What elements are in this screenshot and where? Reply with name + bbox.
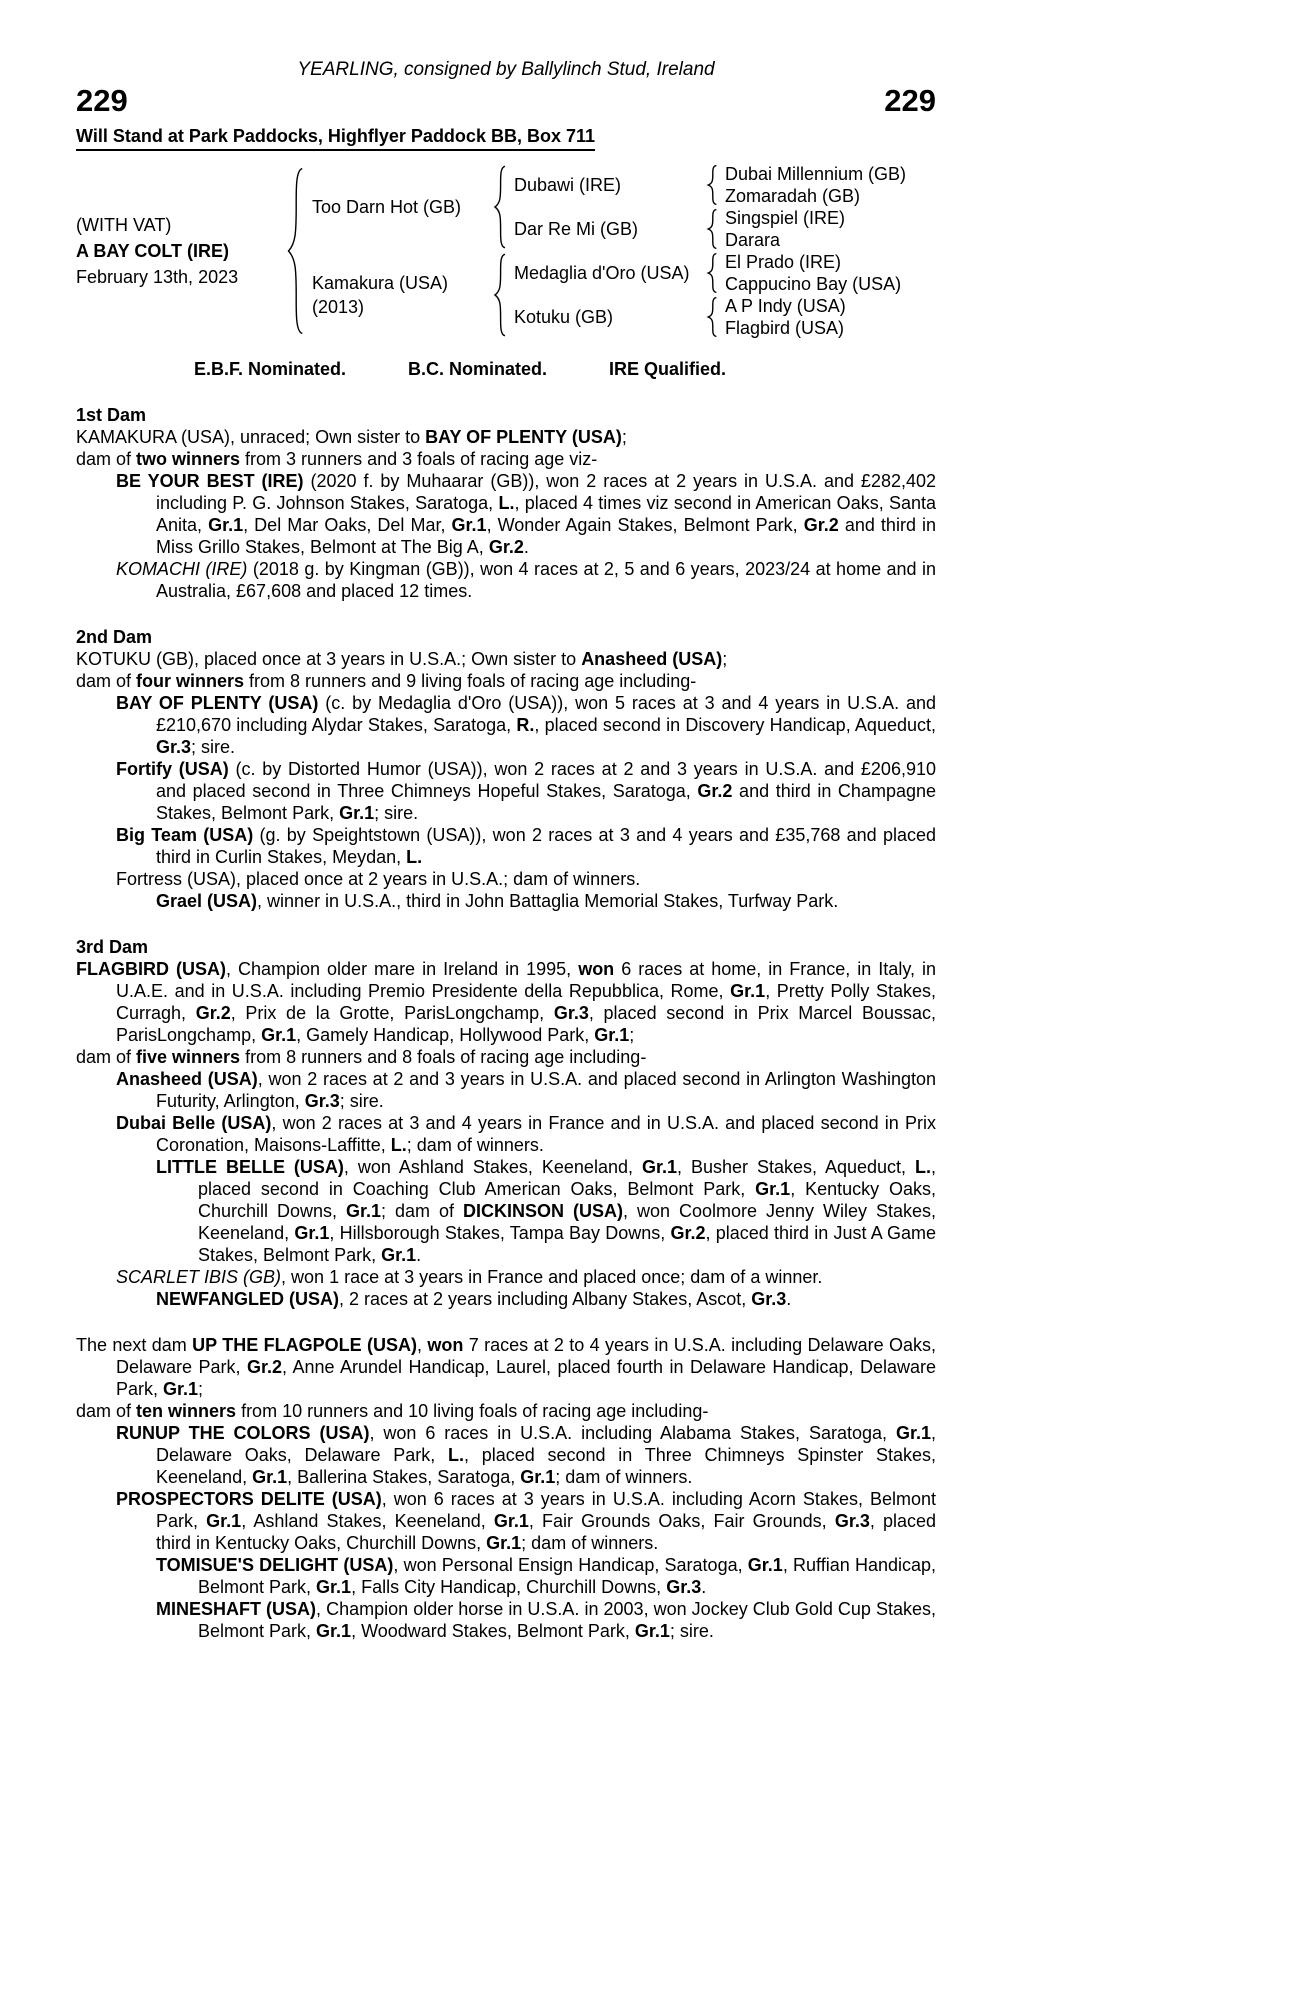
text-run: Gr.1 bbox=[261, 1025, 297, 1045]
pedigree-brace-icon bbox=[491, 165, 507, 249]
text-run: Dubai Belle (USA) bbox=[116, 1113, 272, 1133]
text-run: Gr.1 bbox=[493, 1511, 529, 1531]
text-run: Gr.3 bbox=[834, 1511, 870, 1531]
pedigree-paragraph bbox=[76, 758, 936, 824]
text-run: , bbox=[416, 1335, 428, 1355]
text-run: RUNUP THE COLORS (USA) bbox=[116, 1423, 370, 1443]
text-run: (2020 f. by Muhaarar (GB)), won 2 races at 2 years in U.S.A. and £282,402 including P. G. Johnson Stakes, Saratoga, bbox=[156, 471, 937, 513]
text-run: , Ballerina Stakes, Saratoga, bbox=[287, 1467, 521, 1487]
pedigree-brace-icon bbox=[283, 166, 305, 336]
pedigree-paragraph bbox=[76, 1156, 936, 1266]
text-run: , placed third in Kentucky Oaks, Churchill Downs, bbox=[156, 1511, 937, 1553]
text-run: (c. by Distorted Humor (USA)), won 2 races at 2 and 3 years in U.S.A. and £206,910 and placed second in Three Chimneys Hopeful Stakes, Saratoga, bbox=[156, 759, 936, 801]
text-run: ; sire. bbox=[669, 1621, 714, 1641]
sire-branch bbox=[312, 163, 906, 251]
text-run: Gr.1 bbox=[208, 515, 244, 535]
pedigree-paragraph bbox=[76, 890, 936, 912]
text-run: (g. by Speightstown (USA)), won 2 races at 3 and 4 years and £35,768 and placed third in Curlin Stakes, Meydan, bbox=[156, 825, 936, 867]
pedigree-paragraph bbox=[76, 868, 936, 890]
text-run: two winners bbox=[136, 449, 241, 469]
text-run: FLAGBIRD (USA) bbox=[76, 959, 226, 979]
text-run: and third in Miss Grillo Stakes, Belmont at The Big A, bbox=[156, 515, 937, 557]
text-run: ; dam of bbox=[381, 1201, 464, 1221]
pedigree-paragraph bbox=[76, 1554, 936, 1598]
text-run: , Busher Stakes, Aqueduct, bbox=[676, 1157, 915, 1177]
text-run: ; sire. bbox=[339, 1091, 384, 1111]
ire-qualified-label: IRE Qualified. bbox=[609, 359, 727, 379]
text-run: PROSPECTORS DELITE (USA) bbox=[116, 1489, 382, 1509]
pedigree-paragraph bbox=[76, 1112, 936, 1156]
text-run: ; bbox=[198, 1379, 204, 1399]
pedigree-brace-icon bbox=[705, 165, 718, 205]
pedigree-paragraph bbox=[76, 958, 936, 1046]
text-run: , 2 races at 2 years including Albany Stakes, Ascot, bbox=[339, 1289, 752, 1309]
text-run: , Champion older horse in U.S.A. in 2003, won Jockey Club Gold Cup Stakes, Belmont Park, bbox=[198, 1599, 936, 1641]
text-run: and third in Champagne Stakes, Belmont Park, bbox=[156, 781, 936, 823]
lot-number-right: 229 bbox=[884, 83, 936, 118]
text-run: LITTLE BELLE (USA) bbox=[156, 1157, 344, 1177]
text-run: , Ashland Stakes, Keeneland, bbox=[241, 1511, 494, 1531]
sires-dam-name: Dar Re Mi (GB) bbox=[514, 219, 639, 239]
text-run: , Wonder Again Stakes, Belmont Park, bbox=[486, 515, 804, 535]
dams-sire-branch bbox=[514, 251, 901, 295]
text-run: KOTUKU (GB), placed once at 3 years in U.S.A.; Own sister to bbox=[76, 649, 582, 669]
text-run: Gr.1 bbox=[520, 1467, 556, 1487]
bc-nominated-label: B.C. Nominated. bbox=[408, 359, 548, 379]
pedigree-paragraph bbox=[76, 692, 936, 758]
sires-sire-name: Dubawi (IRE) bbox=[514, 175, 622, 195]
text-run: KOMACHI (IRE) bbox=[116, 559, 248, 579]
text-run: , Pretty Polly Stakes, Curragh, bbox=[116, 981, 937, 1023]
pedigree-paragraph bbox=[76, 1422, 936, 1488]
sire-name-text: Too Darn Hot (GB) bbox=[312, 197, 462, 217]
text-run: , won Ashland Stakes, Keeneland, bbox=[343, 1157, 642, 1177]
text-run: Gr.3 bbox=[304, 1091, 340, 1111]
text-run: Gr.1 bbox=[381, 1245, 417, 1265]
text-run: , won 1 race at 3 years in France and placed once; dam of a winner. bbox=[281, 1267, 823, 1287]
text-run: , Hillsborough Stakes, Tampa Bay Downs, bbox=[329, 1223, 671, 1243]
dam-name-text: Kamakura (USA) bbox=[312, 273, 449, 293]
text-run: Gr.1 bbox=[730, 981, 766, 1001]
text-run: dam of bbox=[76, 449, 137, 469]
ancestor-name: Flagbird (USA) bbox=[725, 318, 845, 338]
dam-section bbox=[76, 936, 936, 1310]
text-run: , Champion older mare in Ireland in 1995, bbox=[225, 959, 579, 979]
text-run: Gr.1 bbox=[316, 1577, 352, 1597]
text-run: , placed second in Discovery Handicap, Aqueduct, bbox=[534, 715, 936, 735]
pedigree-paragraph bbox=[76, 670, 936, 692]
text-run: Gr.2 bbox=[670, 1223, 706, 1243]
text-run: , Kentucky Oaks, Churchill Downs, bbox=[198, 1179, 936, 1221]
text-run: Gr.1 bbox=[594, 1025, 630, 1045]
ancestor-name: A P Indy (USA) bbox=[725, 296, 846, 316]
text-run: Gr.1 bbox=[294, 1223, 330, 1243]
text-run: BAY OF PLENTY (USA) bbox=[425, 427, 622, 447]
pedigree-paragraph bbox=[76, 1334, 936, 1400]
text-run: Gr.1 bbox=[451, 515, 487, 535]
vat-note: (WITH VAT) bbox=[76, 215, 172, 235]
text-run: , placed second in Coaching Club American Oaks, Belmont Park, bbox=[198, 1157, 936, 1199]
text-run: Grael (USA) bbox=[156, 891, 258, 911]
text-run: Gr.2 bbox=[246, 1357, 282, 1377]
text-run: , won 6 races at 3 years in U.S.A. including Acorn Stakes, Belmont Park, bbox=[156, 1489, 936, 1531]
text-run: Gr.1 bbox=[747, 1555, 783, 1575]
text-run: . bbox=[416, 1245, 422, 1265]
ancestor-name: Dubai Millennium (GB) bbox=[725, 164, 907, 184]
text-run: UP THE FLAGPOLE (USA) bbox=[192, 1335, 417, 1355]
text-run: ; sire. bbox=[191, 737, 236, 757]
text-run: , Prix de la Grotte, ParisLongchamp, bbox=[230, 1003, 554, 1023]
text-run: Gr.3 bbox=[751, 1289, 787, 1309]
pedigree-paragraph bbox=[76, 470, 936, 558]
text-run: R. bbox=[516, 715, 535, 735]
dam-parents-column bbox=[514, 251, 901, 339]
text-run: Gr.2 bbox=[803, 515, 839, 535]
pedigree-paragraph bbox=[76, 426, 936, 448]
text-run: , Delaware Oaks, Delaware Park, bbox=[156, 1423, 936, 1465]
pedigree-brace-icon bbox=[705, 209, 718, 249]
ancestor-name: Singspiel (IRE) bbox=[725, 208, 846, 228]
text-run: (2018 g. by Kingman (GB)), won 4 races at 2, 5 and 6 years, 2023/24 at home and in Australia, £67,608 and placed 12 times. bbox=[156, 559, 936, 601]
dam-branch bbox=[312, 251, 906, 339]
pedigree-brace-icon bbox=[705, 253, 718, 293]
text-run: NEWFANGLED (USA) bbox=[156, 1289, 339, 1309]
text-run: Fortress (USA), placed once at 2 years in U.S.A.; dam of winners. bbox=[116, 869, 641, 889]
text-run: four winners bbox=[136, 671, 245, 691]
consignor-line: YEARLING, consigned by Ballylinch Stud, Ireland bbox=[297, 59, 715, 80]
text-run: , won Coolmore Jenny Wiley Stakes, Keeneland, bbox=[198, 1201, 937, 1243]
text-run: Gr.1 bbox=[346, 1201, 382, 1221]
text-run: dam of bbox=[76, 1047, 137, 1067]
subject-block bbox=[76, 212, 276, 290]
text-run: won bbox=[427, 1335, 464, 1355]
text-run: , won 2 races at 2 and 3 years in U.S.A. and placed second in Arlington Washington Futurity, Arlington, bbox=[156, 1069, 936, 1111]
dams-dam-name: Kotuku (GB) bbox=[514, 307, 614, 327]
text-run: L. bbox=[498, 493, 515, 513]
text-run: L. bbox=[448, 1445, 465, 1465]
text-run: L. bbox=[390, 1135, 407, 1155]
sire-name bbox=[312, 195, 484, 219]
subject-foaled: February 13th, 2023 bbox=[76, 267, 239, 287]
grandparent-pair bbox=[725, 295, 846, 339]
text-run: Gr.1 bbox=[316, 1621, 352, 1641]
pedigree-paragraph bbox=[76, 558, 936, 602]
text-run: BAY OF PLENTY (USA) bbox=[116, 693, 319, 713]
text-run: L. bbox=[914, 1157, 931, 1177]
text-run: ; bbox=[722, 649, 728, 669]
text-run: MINESHAFT (USA) bbox=[156, 1599, 317, 1619]
text-run: , placed third in Just A Game Stakes, Belmont Park, bbox=[198, 1223, 936, 1265]
text-run: BE YOUR BEST (IRE) bbox=[116, 471, 304, 491]
text-run: SCARLET IBIS (GB) bbox=[116, 1267, 282, 1287]
dams-sire-name: Medaglia d'Oro (USA) bbox=[514, 263, 690, 283]
ancestor-name: Zomaradah (GB) bbox=[725, 186, 861, 206]
text-run: five winners bbox=[136, 1047, 241, 1067]
sires-sire-branch bbox=[514, 163, 906, 207]
grandparent-pair bbox=[725, 163, 906, 207]
text-run: , placed second in Prix Marcel Boussac, ParisLongchamp, bbox=[116, 1003, 936, 1045]
text-run: dam of bbox=[76, 671, 137, 691]
text-run: , won 2 races at 3 and 4 years in France and in U.S.A. and placed second in Prix Coronation, Maisons-Laffitte, bbox=[156, 1113, 936, 1155]
text-run: ; bbox=[621, 427, 627, 447]
text-run: DICKINSON (USA) bbox=[463, 1201, 623, 1221]
text-run: KAMAKURA (USA), unraced; Own sister to bbox=[76, 427, 426, 447]
pedigree-paragraph bbox=[76, 1598, 936, 1642]
text-run: from 10 runners and 10 living foals of racing age including- bbox=[236, 1401, 709, 1421]
lot-number-left: 229 bbox=[76, 83, 128, 118]
text-run: , Woodward Stakes, Belmont Park, bbox=[351, 1621, 635, 1641]
text-run: Gr.2 bbox=[488, 537, 524, 557]
pedigree-paragraph bbox=[76, 1046, 936, 1068]
text-run: , Falls City Handicap, Churchill Downs, bbox=[351, 1577, 667, 1597]
text-run: (c. by Medaglia d'Oro (USA)), won 5 races at 3 and 4 years in U.S.A. and £210,670 including Alydar Stakes, Saratoga, bbox=[156, 693, 937, 735]
text-run: Gr.1 bbox=[641, 1157, 677, 1177]
text-run: , Gamely Handicap, Hollywood Park, bbox=[296, 1025, 595, 1045]
dams-dam-branch bbox=[514, 295, 901, 339]
sires-dam-branch bbox=[514, 207, 906, 251]
text-run: ten winners bbox=[136, 1401, 237, 1421]
text-run: 6 races at home, in France, in Italy, in U.A.E. and in U.S.A. including Premio Presidente della Repubblica, Rome, bbox=[116, 959, 936, 1001]
pedigree-paragraph bbox=[76, 1400, 936, 1422]
text-run: , Anne Arundel Handicap, Laurel, placed fourth in Delaware Handicap, Delaware Park, bbox=[116, 1357, 936, 1399]
text-run: , placed second in Three Chimneys Spinster Stakes, Keeneland, bbox=[156, 1445, 936, 1487]
grandparent-pair bbox=[725, 251, 901, 295]
text-run: TOMISUE'S DELIGHT (USA) bbox=[156, 1555, 394, 1575]
generation-1-column bbox=[312, 163, 906, 339]
text-run: Gr.2 bbox=[195, 1003, 231, 1023]
dam-section-heading: 1st Dam bbox=[76, 405, 147, 425]
text-run: , Ruffian Handicap, Belmont Park, bbox=[198, 1555, 936, 1597]
text-run: , won Personal Ensign Handicap, Saratoga, bbox=[393, 1555, 748, 1575]
pedigree-brace-icon bbox=[491, 253, 507, 337]
dam-section bbox=[76, 404, 936, 602]
text-run: . bbox=[523, 537, 529, 557]
text-run: Gr.1 bbox=[755, 1179, 791, 1199]
dam-section-heading: 3rd Dam bbox=[76, 937, 149, 957]
text-run: Gr.2 bbox=[697, 781, 733, 801]
text-run: Gr.1 bbox=[339, 803, 375, 823]
text-run: from 3 runners and 3 foals of racing age viz- bbox=[240, 449, 598, 469]
dam-name bbox=[312, 271, 484, 319]
text-run: Gr.3 bbox=[666, 1577, 702, 1597]
text-run: won bbox=[578, 959, 615, 979]
pedigree-paragraph bbox=[76, 1068, 936, 1112]
text-run: Fortify (USA) bbox=[116, 759, 229, 779]
text-run: Gr.3 bbox=[553, 1003, 589, 1023]
ancestor-name: Darara bbox=[725, 230, 781, 250]
grandparent-pair bbox=[725, 207, 845, 251]
text-run: Gr.1 bbox=[163, 1379, 199, 1399]
dam-foaling-year: (2013) bbox=[312, 297, 365, 317]
text-run: Anasheed (USA) bbox=[581, 649, 723, 669]
pedigree-brace-icon bbox=[705, 297, 718, 337]
nominations-row bbox=[194, 359, 936, 380]
text-run: Gr.1 bbox=[252, 1467, 288, 1487]
text-run: ; dam of winners. bbox=[406, 1135, 544, 1155]
text-run: ; bbox=[629, 1025, 635, 1045]
subject-name: A BAY COLT (IRE) bbox=[76, 241, 230, 261]
pedigree-paragraph bbox=[76, 448, 936, 470]
text-run: Gr.1 bbox=[486, 1533, 522, 1553]
text-run: Gr.1 bbox=[206, 1511, 242, 1531]
lot-number-row bbox=[76, 84, 936, 118]
text-run: ; dam of winners. bbox=[521, 1533, 659, 1553]
dam-section bbox=[76, 1334, 936, 1642]
pedigree-paragraph bbox=[76, 1266, 936, 1288]
text-run: from 8 runners and 9 living foals of racing age including- bbox=[244, 671, 697, 691]
text-run: , winner in U.S.A., third in John Battaglia Memorial Stakes, Turfway Park. bbox=[257, 891, 839, 911]
text-run: . bbox=[701, 1577, 707, 1597]
text-run: Gr.3 bbox=[156, 737, 192, 757]
text-run: Gr.1 bbox=[895, 1423, 931, 1443]
text-run: from 8 runners and 8 foals of racing age including- bbox=[240, 1047, 647, 1067]
ebf-nominated-label: E.B.F. Nominated. bbox=[194, 359, 347, 379]
text-run: , Del Mar Oaks, Del Mar, bbox=[243, 515, 452, 535]
stand-line: Will Stand at Park Paddocks, Highflyer Paddock BB, Box 711 bbox=[76, 126, 595, 151]
text-run: 7 races at 2 to 4 years in U.S.A. including Delaware Oaks, Delaware Park, bbox=[116, 1335, 936, 1377]
dam-section-heading: 2nd Dam bbox=[76, 627, 153, 647]
pedigree-table bbox=[76, 163, 936, 339]
text-run: Gr.1 bbox=[634, 1621, 670, 1641]
text-run: Anasheed (USA) bbox=[116, 1069, 258, 1089]
text-run: ; dam of winners. bbox=[555, 1467, 693, 1487]
stand-line-row bbox=[76, 126, 936, 151]
text-run: Big Team (USA) bbox=[116, 825, 254, 845]
text-run: , won 6 races in U.S.A. including Alabama Stakes, Saratoga, bbox=[369, 1423, 896, 1443]
catalogue-sections bbox=[76, 404, 936, 1642]
ancestor-name: El Prado (IRE) bbox=[725, 252, 842, 272]
text-run: , Fair Grounds Oaks, Fair Grounds, bbox=[528, 1511, 835, 1531]
text-run: . bbox=[786, 1289, 792, 1309]
pedigree-paragraph bbox=[76, 648, 936, 670]
text-run: ; sire. bbox=[374, 803, 419, 823]
text-run: L. bbox=[406, 847, 423, 867]
text-run: , placed 4 times viz second in American Oaks, Santa Anita, bbox=[156, 493, 937, 535]
dam-section bbox=[76, 626, 936, 912]
pedigree-paragraph bbox=[76, 1488, 936, 1554]
ancestor-name: Cappucino Bay (USA) bbox=[725, 274, 902, 294]
pedigree-paragraph bbox=[76, 1288, 936, 1310]
sire-parents-column bbox=[514, 163, 906, 251]
text-run: The next dam bbox=[76, 1335, 193, 1355]
text-run: dam of bbox=[76, 1401, 137, 1421]
pedigree-paragraph bbox=[76, 824, 936, 868]
